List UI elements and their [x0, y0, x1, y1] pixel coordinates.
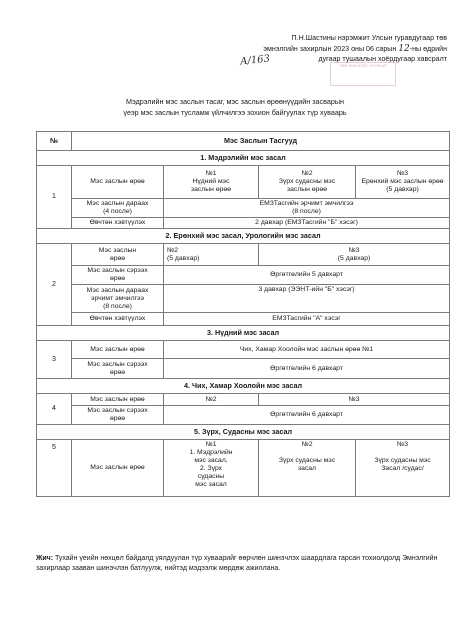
label-line: (4 после): [103, 208, 132, 215]
postoperative-care-label: [72, 285, 164, 313]
label-line: өрөө: [109, 415, 126, 422]
section-4-number: 4: [37, 394, 72, 425]
label-line: өрөө: [109, 254, 126, 262]
operating-room-label: Мэс заслын өрөө: [72, 341, 164, 359]
section-2-title-row: [37, 229, 450, 244]
room-option-2: [259, 440, 356, 497]
list-item: мэс засал: [195, 481, 227, 488]
section-1-title-row: [37, 151, 450, 166]
table-row: [37, 394, 450, 406]
room-option-1: [164, 440, 259, 497]
room-number: №2: [301, 170, 313, 177]
room-number: №1: [205, 170, 217, 177]
handwritten-order-number: А/163: [239, 53, 271, 68]
room-name: Зүрх судасны мэс: [278, 457, 336, 464]
ward-label: Өвчтөн хэвтүүлэх: [72, 218, 164, 229]
section-3-title-row: [37, 326, 450, 341]
label-line: Мэс заслын сэрээх: [87, 407, 148, 414]
table-header-row: [37, 132, 450, 151]
recovery-room-value: Өргөтгөлийн 6 давхарт: [164, 359, 450, 379]
room-number: №3: [396, 441, 409, 448]
room-name: Ерөнхий мэс заслын өрөө: [361, 178, 444, 185]
room-number: №2: [167, 246, 179, 254]
header-line-3: дугаар тушаалын хоёрдугаар хавсралт: [318, 55, 447, 63]
room-option-1: №2: [164, 394, 259, 406]
table-row: [37, 285, 450, 313]
section-4-title-row: [37, 379, 450, 394]
section-3-number: 3: [37, 341, 72, 379]
stamp-seal: ТӨВ ЭМНЭЛЭГ ХУУЛБАР: [330, 62, 396, 86]
room-option-3: [356, 166, 450, 199]
section-4-title: 4. Чих, Хамар Хоолойн мэс засал: [37, 379, 450, 394]
footnote-text: Тухайн үеийн нөхцөл байдалд уялдуулан түр хуваарийг өөрчлөн шинэчлэх шаардлага гарсан тохиолдолд Эмнэлгийн захирлаар зааван шинэчлэн батлуулж, нийтэд мэдээлж мөрдөж ажиллана.: [36, 555, 438, 573]
room-number: №2: [301, 441, 313, 448]
label-line: Мэс заслын сэрээх: [87, 360, 148, 368]
list-item: мэс засал,: [194, 457, 228, 464]
header-line-2-suffix: -ны өдрийн: [409, 44, 447, 53]
header-line-2: [217, 44, 447, 55]
table-row: [37, 266, 450, 285]
room-name: Зүрх судасны мэс: [278, 178, 336, 185]
section-1-title: 1. Мэдрэлийн мэс засал: [37, 151, 450, 166]
list-item: 1. Мэдрэлийн: [189, 449, 233, 456]
operating-room-value: Чих, Хамар Хоолойн мэс заслын өрөө №1: [164, 341, 450, 359]
table-row: [37, 166, 450, 199]
label-line: өрөө: [109, 275, 126, 282]
value-line: (8 после): [292, 208, 321, 215]
room-option-3: [356, 440, 450, 497]
room-option-2: [259, 244, 450, 266]
room-name: заслын өрөө: [191, 186, 231, 193]
table-row: [37, 359, 450, 379]
list-item: судасны: [197, 473, 225, 480]
title-line-1: Мэдрэлийн мэс заслын тасаг, мэс заслын өрөөнүүдийн засварын: [126, 97, 344, 106]
room-number: №1: [205, 441, 217, 448]
recovery-room-label: [72, 266, 164, 285]
label-line: Мэс заслын сэрээх: [87, 267, 148, 274]
recovery-room-label: [72, 359, 164, 379]
value-line: ЕМЗТасгийн эрчимт эмчилгээ: [259, 200, 354, 207]
schedule-table: [36, 131, 450, 497]
section-5-title: 5. Зүрх, Судасны мэс засал: [37, 425, 450, 440]
room-name: Зүрх судасны мэс: [374, 457, 431, 464]
room-number: №3: [348, 246, 360, 254]
handwritten-day: 12: [398, 43, 410, 54]
section-5-number: 5: [37, 440, 72, 497]
table-row: [37, 199, 450, 218]
section-5-title-row: [37, 425, 450, 440]
operating-room-label: Мэс заслын өрөө: [72, 440, 164, 497]
label-line: өрөө: [109, 368, 126, 376]
column-departments-header: Мэс Заслын Тасгууд: [72, 132, 450, 151]
section-2-number: 2: [37, 244, 72, 326]
room-name: заслын өрөө: [287, 186, 327, 193]
table-row: [37, 341, 450, 359]
title-line-2: үеэр мэс заслын тусламж үйлчилгээ зохион байгуулах түр хуваарь: [123, 107, 347, 117]
room-option-2: №3: [259, 394, 450, 406]
ward-value: 2 давхар (ЕМЗТасгийн "Б" хэсэг): [164, 218, 450, 229]
section-1-number: 1: [37, 166, 72, 229]
header-line-1: П.Н.Шастины нэрэмжит Улсын гуравдугаар төв: [291, 34, 447, 42]
room-floor: (5 давхар): [386, 186, 419, 193]
table-row: [37, 313, 450, 326]
room-name: Засал /судас/: [381, 465, 424, 472]
label-line: Мэс заслын: [98, 246, 137, 254]
label-line: Мэс заслын дараах: [86, 200, 149, 207]
label-line: Мэс заслын дараах: [86, 286, 149, 294]
room-number: №3: [396, 170, 409, 177]
operating-room-label: [72, 244, 164, 266]
room-option-2: [259, 166, 356, 199]
recovery-room-value: Өргөтгөлийн 6 давхарт: [164, 406, 450, 425]
table-row: [37, 440, 450, 497]
recovery-room-label: [72, 406, 164, 425]
operating-room-label: Мэс заслын өрөө: [72, 166, 164, 199]
room-floor: (5 давхар): [167, 254, 200, 262]
room-floor: (5 давхар): [337, 254, 371, 262]
footnote: [36, 554, 449, 574]
room-name: засал: [297, 465, 317, 472]
section-2-title: 2. Ерөнхий мэс засал, Урологийн мэс засал: [37, 229, 450, 244]
footnote-label: Жич:: [36, 555, 54, 562]
table-row: [37, 218, 450, 229]
recovery-room-value: Өргөтгөлийн 5 давхарт: [164, 266, 450, 285]
operating-room-label: Мэс заслын өрөө: [72, 394, 164, 406]
postoperative-care-value: 3 давхар (ЭЭНТ-ийн "Б" хэсэг): [164, 285, 450, 313]
postoperative-care-value: [164, 199, 450, 218]
list-item: 2. Зүрх: [199, 465, 223, 472]
column-number-header: №: [37, 132, 72, 151]
room-option-1: [164, 166, 259, 199]
ward-label: Өвчтөн хэвтүүлэх: [72, 313, 164, 326]
document-title: [60, 97, 410, 118]
section-3-title: 3. Нүдний мэс засал: [37, 326, 450, 341]
table-row: [37, 244, 450, 266]
label-line: эрчимт эмчилгээ: [91, 294, 144, 302]
ward-value: ЕМЗТасгийн "А" хэсэг: [164, 313, 450, 326]
room-name: Нүдний мэс: [192, 178, 230, 185]
table-row: [37, 406, 450, 425]
postoperative-care-label: [72, 199, 164, 218]
header-line-2-text: эмнэлгийн захирлын 2023 оны 06 сарын: [263, 44, 397, 53]
room-option-1: [164, 244, 259, 266]
label-line: (8 после): [103, 302, 132, 310]
